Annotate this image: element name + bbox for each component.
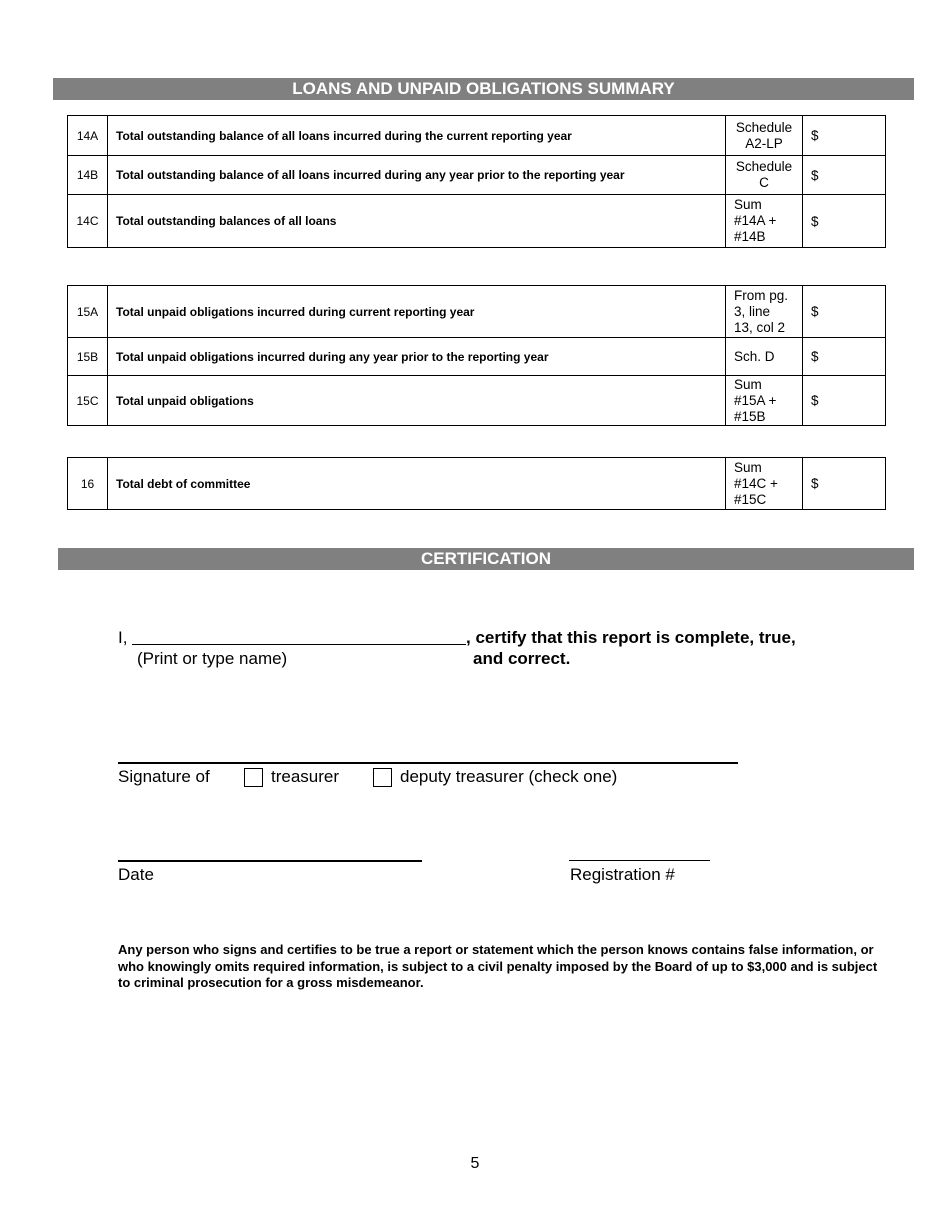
line-number: 15B xyxy=(68,338,108,376)
treasurer-checkbox[interactable] xyxy=(244,768,263,787)
line-description: Total unpaid obligations incurred during any year prior to the reporting year xyxy=(108,338,726,376)
line-description: Total outstanding balances of all loans xyxy=(108,195,726,248)
line-number: 14B xyxy=(68,156,108,195)
line-description: Total outstanding balance of all loans incurred during the current reporting year xyxy=(108,116,726,156)
loans-table xyxy=(67,115,886,248)
cert-statement-continued: and correct. xyxy=(473,649,571,668)
obligations-table xyxy=(67,285,886,426)
debt-table xyxy=(67,457,886,510)
line-source: Sum #14A + #14B xyxy=(726,195,803,248)
certification-banner: CERTIFICATION xyxy=(58,548,914,570)
loans-summary-banner: LOANS AND UNPAID OBLIGATIONS SUMMARY xyxy=(53,78,914,100)
amount-field[interactable]: $ xyxy=(803,376,886,426)
line-source: Schedule A2-LP xyxy=(726,116,803,156)
page-number: 5 xyxy=(470,1155,480,1172)
treasurer-label: treasurer xyxy=(271,767,340,786)
name-caption: (Print or type name) xyxy=(137,649,288,668)
line-source: Schedule C xyxy=(726,156,803,195)
line-description: Total unpaid obligations incurred during current reporting year xyxy=(108,286,726,338)
line-description: Total outstanding balance of all loans incurred during any year prior to the reporting year xyxy=(108,156,726,195)
penalty-warning: Any person who signs and certifies to be true a report or statement which the person knows contains false information, or who knowingly omits required information, is subject to a civil penalty imposed by the Board of up to $3,000 and is subject to criminal prosecution for a gross misdemeanor. xyxy=(118,942,878,990)
line-description: Total unpaid obligations xyxy=(108,376,726,426)
line-number: 14A xyxy=(68,116,108,156)
line-description: Total debt of committee xyxy=(108,458,726,510)
amount-field[interactable]: $ xyxy=(803,338,886,376)
amount-field[interactable]: $ xyxy=(803,195,886,248)
registration-line[interactable] xyxy=(569,860,710,861)
table-row xyxy=(68,195,886,248)
amount-field[interactable]: $ xyxy=(803,116,886,156)
printed-name-field[interactable] xyxy=(132,628,466,645)
cert-statement: , certify that this report is complete, true, xyxy=(466,628,796,647)
table-row xyxy=(68,116,886,156)
signature-line[interactable] xyxy=(118,762,738,764)
deputy-treasurer-label: deputy treasurer (check one) xyxy=(400,767,618,786)
line-source: Sum #14C + #15C xyxy=(726,458,803,510)
date-line[interactable] xyxy=(118,860,422,862)
line-number: 16 xyxy=(68,458,108,510)
table-row xyxy=(68,458,886,510)
registration-label: Registration # xyxy=(570,865,675,884)
line-source: From pg. 3, line 13, col 2 xyxy=(726,286,803,338)
line-number: 15A xyxy=(68,286,108,338)
date-label: Date xyxy=(118,865,154,884)
amount-field[interactable]: $ xyxy=(803,286,886,338)
table-row xyxy=(68,376,886,426)
line-number: 15C xyxy=(68,376,108,426)
line-source: Sum #15A + #15B xyxy=(726,376,803,426)
cert-prefix: I, xyxy=(118,628,128,647)
line-source: Sch. D xyxy=(726,338,803,376)
signature-label: Signature of xyxy=(118,767,210,786)
amount-field[interactable]: $ xyxy=(803,156,886,195)
amount-field[interactable]: $ xyxy=(803,458,886,510)
table-row xyxy=(68,286,886,338)
table-row xyxy=(68,156,886,195)
deputy-treasurer-checkbox[interactable] xyxy=(373,768,392,787)
line-number: 14C xyxy=(68,195,108,248)
table-row xyxy=(68,338,886,376)
